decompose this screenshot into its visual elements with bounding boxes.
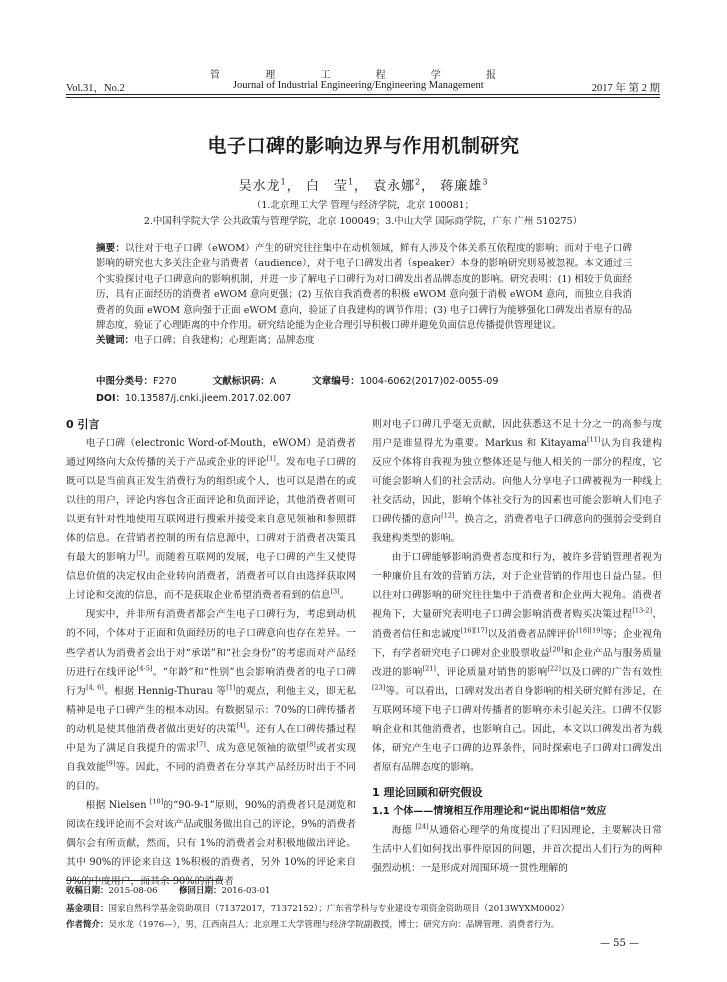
body-text: 等；企业视角下，有学者研究电子口碑对企业股票收益: [372, 628, 663, 659]
footnote-dates: [66, 884, 660, 898]
citation-ref[interactable]: [4]: [236, 721, 246, 730]
header-rule-secondary: [66, 97, 660, 98]
author-name: 袁永娜: [373, 179, 416, 194]
body-text: 海德: [391, 824, 416, 836]
body-text: 。“年龄”和“性别”也会影响消费者的电子口碑行为: [66, 666, 356, 697]
received-date: 2015-08-06: [108, 886, 158, 896]
author-name: 吴水龙: [238, 179, 281, 194]
citation-ref[interactable]: [24]: [415, 822, 429, 831]
classification-line: [96, 373, 632, 387]
citation-ref[interactable]: [3]: [330, 588, 340, 597]
body-text: 从通俗心理学的角度提出了归因理论，主要解决日常生活中人们如何找出事件原因的问题，并首次提出人们行为的两种强烈动机：一是形成对周围环境一贯性理解的: [372, 824, 662, 874]
journal-cn-title: 管 理 工 程 学 报: [210, 70, 517, 81]
body-text: 的观点，利他主义，即无私精神是电子口碑产生的根本动因。有数据显示：70%的口碑传播者的动机是使其他消费者做出更好的决策: [66, 685, 357, 735]
citation-ref[interactable]: [1]: [266, 454, 276, 463]
section-heading-intro: 0 引言: [66, 418, 100, 431]
body-text: 。根据 Hennig-Thurau 等: [103, 685, 227, 697]
footnote-funding: [66, 902, 660, 916]
citation-ref[interactable]: [4, 6]: [86, 683, 104, 692]
doc-code-value: A: [269, 376, 277, 387]
citation-ref[interactable]: [9]: [106, 759, 116, 768]
author-affiliation-mark: 1: [280, 177, 287, 187]
year-issue: 2017 年 第 2 期: [591, 83, 660, 94]
right-column: [372, 415, 662, 878]
abstract-label: 摘要：: [96, 243, 126, 254]
author-affiliation-mark: 3: [482, 177, 489, 187]
author-affiliation-mark: 2: [415, 177, 422, 187]
citation-ref[interactable]: [21]: [422, 664, 436, 673]
doi-value: 10.13587/j.cnki.jieem.2017.02.007: [125, 393, 292, 404]
footnote-author-bio: [66, 918, 660, 932]
body-text: 现实中，并非所有消费者都会产生电子口碑行为，考虑到动机的不同，个体对于正面和负面经历的电子口碑意向也存在差异。一些学者认为消费者会出于对“承诺”和“社会身份”的考虑而对产品经历进行在线评论: [66, 609, 356, 678]
doi-line: [96, 390, 632, 404]
author-name: 蒋廉雄: [440, 179, 483, 194]
author-bio-text: 吴水龙（1976—），男，江西南昌人；北京理工大学管理与经济学院副教授，博士；研究方向：品牌管理、消费者行为。: [108, 920, 560, 930]
keywords-text: 电子口碑；自我建构；心理距离；品牌态度: [134, 335, 315, 347]
citation-ref[interactable]: [10]: [149, 797, 164, 806]
subsection-paragraph: [372, 821, 662, 878]
body-text: 和企业产品与服务质量改进的影响: [372, 647, 663, 678]
paragraph: [372, 821, 662, 878]
body-text: 。换言之，消费者电子口碑意向的强弱会受到自我建构类型的影响。: [372, 514, 663, 545]
citation-ref[interactable]: [22]: [547, 664, 561, 673]
citation-ref[interactable]: [16][17]: [460, 626, 488, 635]
revised-date: 2016-03-01: [221, 886, 271, 896]
body-text: 的“90-9-1”原则，90%的消费者只是浏览和阅读在线评论而不会对该产品或服务做出自己的评论，9%的消费者偶尔会有所贡献，然而，只有 1%的消费者会对积极地做出评论。其中 90%的评论来自这 1%积极的消费者，另外 10%的评论来自 9%的中度用户，而其余 90%的消费者: [66, 799, 357, 888]
left-column: [66, 415, 356, 891]
revised-label: 修回日期：: [178, 886, 222, 896]
citation-ref[interactable]: [2]: [136, 550, 146, 559]
body-text: 根据 Nielsen: [85, 799, 150, 811]
journal-en-title: Journal of Industrial Engineering/Engineering Management: [232, 80, 484, 91]
body-text: 认为自我建构反应个体将自我视为独立整体还是与他人相关的一部分的程度，它可能会影响人们的社会活动。向他人分享电子口碑被视为一种线上社交活动，因此，影响个体社交行为的因素也可能会影响人们电子口碑传播的意向: [372, 438, 663, 526]
article-no-label: 文章编号：: [312, 376, 360, 387]
body-text: 、评论质量对销售的影响: [435, 666, 548, 678]
article-no-value: 1004-6062(2017)02-0055-09: [359, 376, 499, 387]
abstract-text: 以往对于电子口碑（eWOM）产生的研究往往集中在动机领域，鲜有人涉及个体关系互依程度的影响；而对于电子口碑影响的研究也大多关注企业与消费者（audience），对于电子口碑发出者（speaker）本身的影响研究则易被忽视。本文通过三个实验探讨电子口碑意向的影响机制，并进一步了解电子口碑行为对口碑发出者品牌态度的影响。研究表明：(1) 相较于负面经历，具有正面经历的消费者 eWOM 意向更强；(2) 互依自我消费者的积极 eWOM 意向强于消极 eWOM 意向，而独立自我消费者的负面 eWOM 意向强于正面 eWOM 意向，验证了自我建构的调节作用；(3) 电子口碑行为能够强化口碑发出者原有的品牌态度，验证了心理距离的中介作用。研究结论能为企业合理引导积极口碑并避免负面信息传播提供管理建议。: [96, 243, 632, 332]
fund-label: 基金项目：: [66, 904, 109, 914]
author-list: 吴水龙$^1$， 白 莹$^1$， 袁永娜$^2$， 蒋廉雄$^3$: [238, 177, 489, 194]
body-text: 则对电子口碑几乎毫无贡献，因此获悉这不足十分之一的高参与度用户是谁显得尤为重要。Markus 和 Kitayama: [372, 419, 662, 450]
paragraph: [66, 605, 356, 795]
author-affiliation-mark: 1: [347, 177, 354, 187]
body-text: 等。因此，不同的消费者在分享其产品经历时出于不同的目的。: [66, 761, 357, 792]
footnote-rule: [66, 880, 222, 881]
citation-ref[interactable]: [12]: [441, 511, 455, 520]
body-text: 由于口碑能够影响消费者态度和行为，被许多营销管理者视为一种廉价且有效的营销方法，对于企业营销的作用也日益凸显。但以往对口碑影响的研究往往集中于消费者和企业两大视角。消费者视角下，大量研究表明电子口碑会影响消费者购买决策过程: [372, 552, 662, 621]
paragraph: [372, 415, 662, 548]
paragraph: [66, 434, 356, 605]
body-text: 电子口碑（electronic Word-of-Mouth，eWOM）是消费者通过网络向大众传播的关于产品或企业的评论: [66, 438, 356, 469]
article-title: 电子口碑的影响边界与作用机制研究: [207, 135, 520, 157]
citation-ref[interactable]: [7]: [196, 740, 206, 749]
body-text: 、消费者信任和忠诚度: [372, 609, 663, 640]
citation-ref[interactable]: [8]: [306, 740, 316, 749]
body-text: 。还有人在口碑传播过程中是为了满足自我提升的需求: [66, 723, 357, 754]
body-text: 。发布电子口碑的既可以是当前真正发生消费行为的组织或个人，也可以是潜在的或以往的用户，评论内容包含正面评论和负面评论，其他消费者则可以更有针对性地使用互联网进行搜索并接受来自意见领袖和参照群体的信息。在营销者控制的所有信息源中，口碑对于消费者决策具有最大的影响力: [66, 457, 357, 564]
doi-label: DOI：: [96, 393, 125, 404]
doc-code-label: 文献标识码：: [212, 376, 270, 387]
received-label: 收稿日期：: [66, 886, 109, 896]
fund-text: 国家自然科学基金资助项目（71372017，71372152）；广东省学科与专业建设专项资金资助项目（2013WYXM0002）: [108, 904, 570, 914]
citation-ref[interactable]: [20]: [549, 645, 564, 654]
abstract: [96, 241, 632, 349]
citation-ref[interactable]: [4-5]: [136, 664, 153, 673]
page-number: — 55 —: [600, 938, 640, 949]
author-bio-label: 作者简介：: [66, 920, 109, 930]
volume-info: Vol.31，No.2: [66, 83, 125, 94]
subsection-heading: 1.1 个体——情境相互作用理论和“说出即相信”效应: [372, 805, 607, 817]
citation-ref[interactable]: [1]: [226, 683, 236, 692]
citation-ref[interactable]: [23]: [372, 683, 386, 692]
running-header: [66, 80, 660, 95]
citation-ref[interactable]: [11]: [587, 435, 601, 444]
left-paragraphs: [66, 434, 356, 891]
clc-value: F270: [153, 376, 177, 387]
right-paragraphs: [372, 415, 662, 777]
clc-label: 中图分类号：: [96, 376, 154, 387]
body-text: 以及消费者品牌评价: [487, 628, 577, 640]
header-rule: [66, 94, 660, 95]
paragraph: [372, 548, 662, 777]
affiliation-line-2: 2.中国科学院大学 公共政策与管理学院，北京 100049；3.中山大学 国际商学院，广东 广州 510275）: [143, 216, 583, 227]
author-name: 白 莹: [305, 179, 348, 194]
body-text: 、成为意见领袖的欲望: [205, 742, 307, 754]
body-text: 。而随着互联网的发展，电子口碑的产生又使得信息价值的决定权由企业转向消费者，消费者可以自由选择获取网上讨论和交流的信息，而不是获取企业希望消费者看到的信息: [66, 552, 357, 602]
keywords: [96, 333, 632, 348]
citation-ref[interactable]: [18][19]: [576, 626, 603, 635]
paragraph: [66, 796, 356, 891]
body-text: 或者实现自我效能: [66, 742, 357, 773]
affiliation-line-1: （1.北京理工大学 管理与经济学院，北京 100081；: [251, 200, 475, 211]
keywords-label: 关键词：: [96, 335, 135, 347]
section-heading-theory: 1 理论回顾和研究假设: [372, 785, 483, 799]
citation-ref[interactable]: [13-2]: [632, 607, 652, 616]
body-text: 等。可以看出，口碑对发出者自身影响的相关研究鲜有涉足，在互联网环境下电子口碑对传播者的影响亦未引起关注。口碑不仅影响企业和其他消费者，也影响自己。因此，本文以口碑发出者为载体，研究产生电子口碑的边界条件，同时探索电子口碑对口碑发出者原有品牌态度的影响。: [372, 685, 662, 773]
body-text: 以及口碑的广告有效性: [560, 666, 663, 678]
body-text: 。: [339, 590, 350, 602]
